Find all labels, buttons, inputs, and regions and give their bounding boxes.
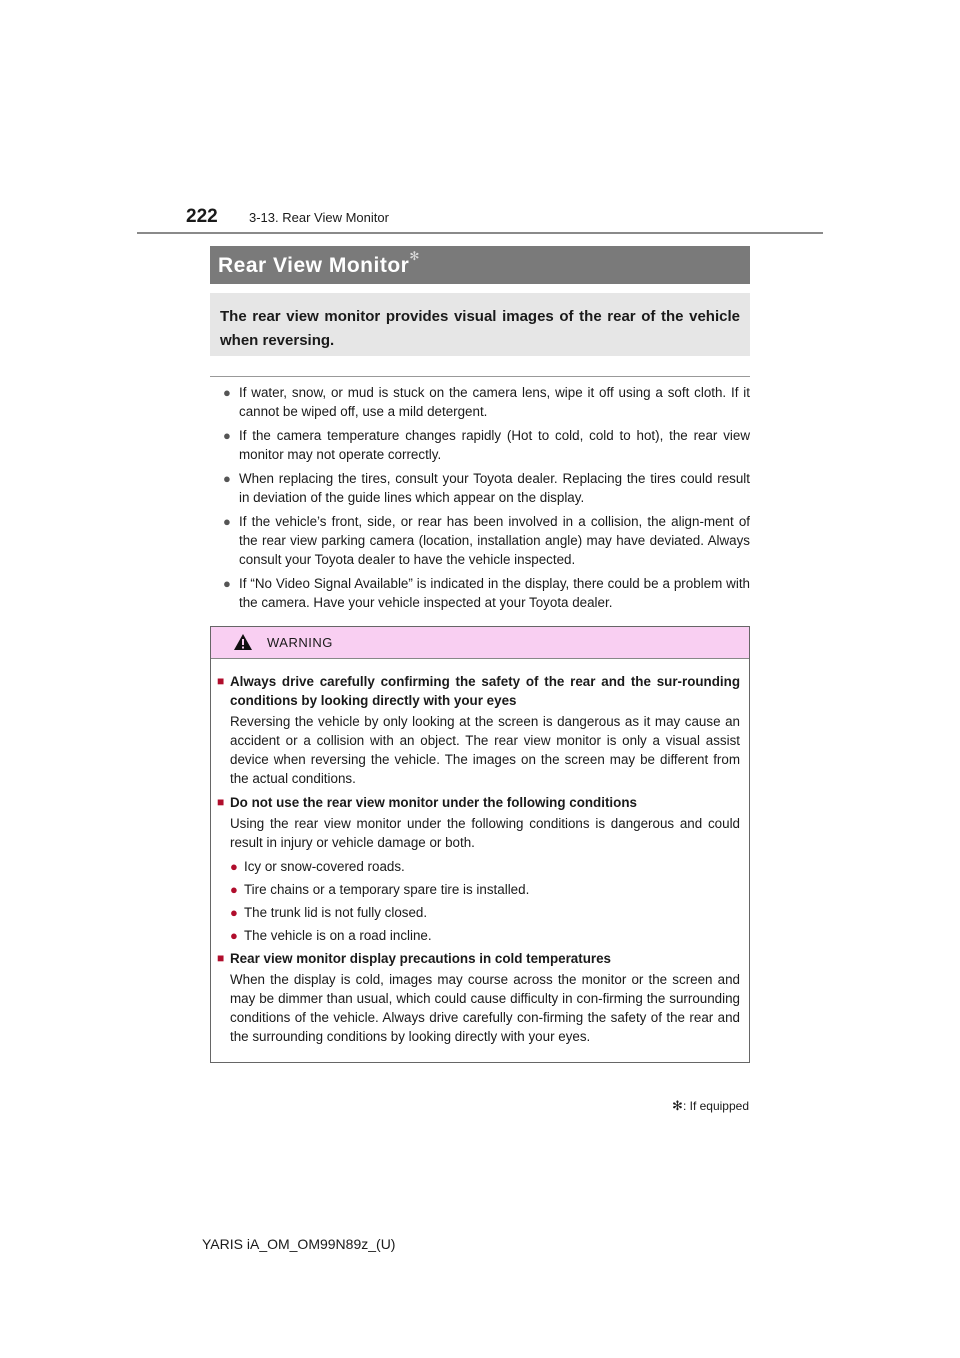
warning-triangle-icon	[233, 633, 253, 651]
page-number: 222	[186, 206, 218, 227]
condition-text: The trunk lid is not fully closed.	[244, 905, 428, 920]
notes-list	[223, 383, 750, 617]
warning-heading-text: Do not use the rear view monitor under the following conditions	[230, 795, 637, 810]
page-title-text: Rear View Monitor	[218, 254, 410, 277]
note-text: If water, snow, or mud is stuck on the camera lens, wipe it off using a soft cloth. If it cannot be wiped off, use a mild detergent.	[239, 385, 750, 419]
condition-list	[217, 857, 740, 945]
warning-header	[211, 627, 749, 659]
warning-paragraph: When the display is cold, images may course across the monitor or the screen and may be dimmer than usual, which could cause difficulty in con-firming the surrounding conditions of the vehicle. Always drive carefully con-firming the safety of the rear and the surrounding conditions by looking directly with your eyes.	[230, 972, 740, 1044]
footnote-mark: ✻	[672, 1098, 683, 1113]
warning-heading	[217, 949, 740, 968]
warning-heading-text: Always drive carefully confirming the safety of the rear and the sur-rounding conditions by looking directly with your eyes	[230, 674, 740, 708]
note-item	[223, 383, 750, 421]
bullet-icon: ●	[223, 385, 231, 400]
bullet-icon: ●	[230, 882, 238, 897]
intro-box: The rear view monitor provides visual images of the rear of the vehicle when reversing.	[210, 293, 750, 356]
condition-item	[230, 903, 740, 922]
if-equipped-mark: ✻	[409, 249, 420, 263]
condition-text: The vehicle is on a road incline.	[244, 928, 432, 943]
condition-item	[230, 926, 740, 945]
note-item	[223, 426, 750, 464]
bullet-icon: ●	[230, 859, 238, 874]
square-bullet-icon: ■	[217, 951, 225, 965]
section-label: 3-13. Rear View Monitor	[249, 210, 389, 225]
note-item	[223, 574, 750, 612]
footnote	[672, 1098, 749, 1114]
warning-box	[210, 626, 750, 1063]
bullet-icon: ●	[223, 576, 231, 591]
separator-rule	[210, 376, 750, 377]
footnote-text: : If equipped	[682, 1099, 749, 1113]
condition-text: Tire chains or a temporary spare tire is installed.	[244, 882, 530, 897]
condition-item	[230, 857, 740, 876]
square-bullet-icon: ■	[217, 795, 225, 809]
bullet-icon: ●	[230, 928, 238, 943]
bullet-icon: ●	[223, 514, 231, 529]
note-text: If “No Video Signal Available” is indicated in the display, there could be a problem with the camera. Have your vehicle inspected at your Toyota dealer.	[239, 576, 750, 610]
warning-paragraph: Reversing the vehicle by only looking at the screen is dangerous as it may cause an accident or a collision with an object. The rear view monitor is only a visual assist device when reversing the vehicle. The images on the screen may be different from the actual conditions.	[230, 714, 740, 786]
square-bullet-icon: ■	[217, 674, 225, 688]
bullet-icon: ●	[223, 428, 231, 443]
condition-item	[230, 880, 740, 899]
page-title	[210, 246, 750, 284]
note-item	[223, 512, 750, 569]
warning-heading-text: Rear view monitor display precautions in cold temperatures	[230, 951, 611, 966]
note-item	[223, 469, 750, 507]
note-text: If the vehicle’s front, side, or rear has been involved in a collision, the align-ment of the rear view parking camera (location, installation angle) may have deviated. Always consult your Toyota dealer to have the vehicle inspected.	[239, 514, 750, 567]
warning-label: WARNING	[267, 635, 333, 650]
note-text: If the camera temperature changes rapidly (Hot to cold, cold to hot), the rear view monitor may not operate correctly.	[239, 428, 750, 462]
note-text: When replacing the tires, consult your Toyota dealer. Replacing the tires could result in deviation of the guide lines which appear on the display.	[239, 471, 750, 505]
condition-text: Icy or snow-covered roads.	[244, 859, 405, 874]
warning-paragraph: Using the rear view monitor under the following conditions is dangerous and could result in injury or vehicle damage or both.	[230, 816, 740, 850]
footer-model-code: YARIS iA_OM_OM99N89z_(U)	[202, 1236, 396, 1252]
warning-heading	[217, 672, 740, 710]
bullet-icon: ●	[230, 905, 238, 920]
warning-heading	[217, 793, 740, 812]
header-rule	[137, 232, 823, 234]
warning-body	[211, 659, 749, 1046]
bullet-icon: ●	[223, 471, 231, 486]
